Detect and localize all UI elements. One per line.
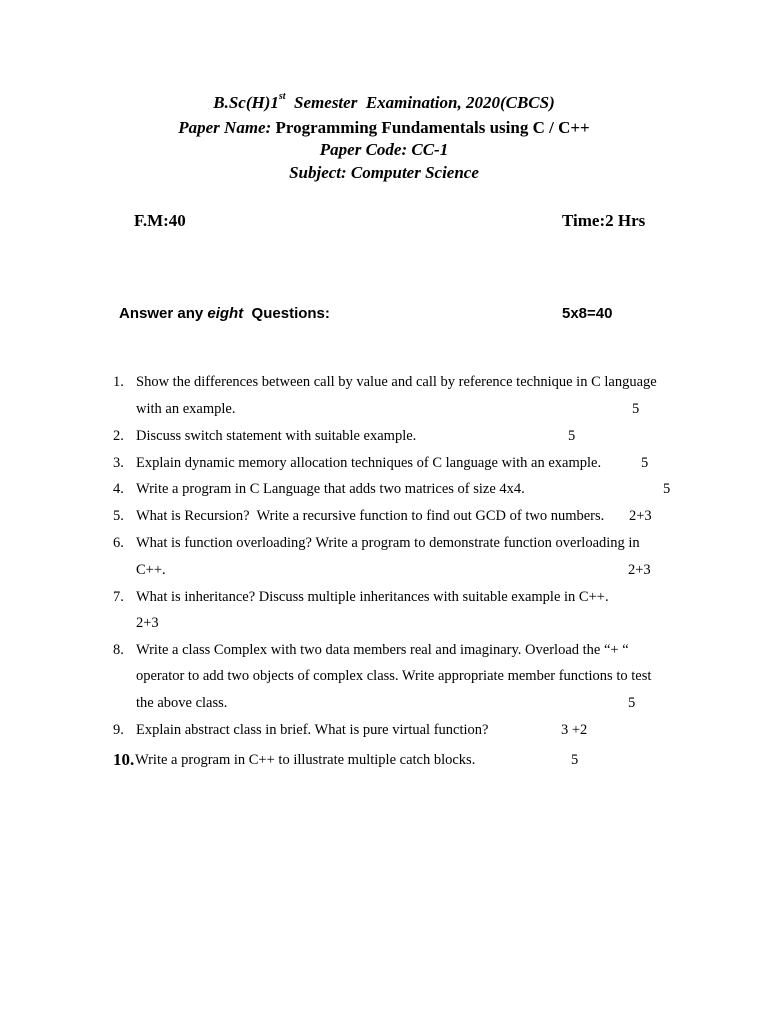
question-marks: 5 [632,401,640,417]
question-marks: 2+3 [136,615,159,631]
question-number: 9. [113,722,124,738]
question-marks: 5 [568,428,576,444]
question-text: Show the differences between call by value and call by reference technique in C language [136,374,657,390]
question-text: with an example. [136,401,236,417]
exam-title-superscript: st [278,91,286,103]
time-allowed: Time:2 Hrs [562,211,646,230]
subject: Subject: Computer Science [289,163,479,182]
question-number: 3. [113,455,124,471]
question-text: What is inheritance? Discuss multiple inheritances with suitable example in C++. [136,589,609,605]
question-text: Explain abstract class in brief. What is pure virtual function? [136,722,489,738]
question-text: C++. [136,562,166,578]
question-number: 7. [113,589,124,605]
question-text: Write a class Complex with two data members real and imaginary. Overload the “+ “ [136,642,629,658]
question-marks: 5 [628,695,636,711]
exam-title-prefix: B.Sc(H)1 [213,93,279,112]
question-number: 6. [113,535,124,551]
exam-title [0,93,768,113]
full-marks: F.M:40 [134,211,186,230]
instruction-pre: Answer any [119,305,208,322]
question-marks: 2+3 [629,508,652,524]
question-marks: 5 [641,455,649,471]
question-marks: 2+3 [628,562,651,578]
paper-code: Paper Code: CC-1 [319,140,449,159]
question-number: 4. [113,481,124,497]
paper-name-value: Programming Fundamentals using C / C++ [275,118,590,137]
question-marks: 3 +2 [561,722,588,738]
instruction-post: Questions: [243,305,330,322]
question-marks: 5 [663,481,671,497]
question-number: 5. [113,508,124,524]
question-text: What is function overloading? Write a program to demonstrate function overloading in [136,535,640,551]
paper-name-label: Paper Name: [178,118,272,137]
question-text: Write a program in C++ to illustrate multiple catch blocks. [135,752,476,768]
question-text: Explain dynamic memory allocation techniques of C language with an example. [136,455,602,471]
question-number: 1. [113,374,124,390]
paper-name [0,118,768,138]
exam-title-suffix: Semester Examination, 2020(CBCS) [285,93,555,112]
question-number: 8. [113,642,124,658]
question-text: What is Recursion? Write a recursive function to find out GCD of two numbers. [136,508,605,524]
question-text: Write a program in C Language that adds two matrices of size 4x4. [136,481,525,497]
instruction [119,305,330,322]
question-text: the above class. [136,695,228,711]
instruction-emphasis: eight [207,305,244,322]
instruction-marks: 5x8=40 [562,305,613,322]
question-number: 2. [113,428,124,444]
question-text: Discuss switch statement with suitable example. [136,428,417,444]
question-number: 10. [113,750,135,769]
question-marks: 5 [571,752,579,768]
question-text: operator to add two objects of complex class. Write appropriate member functions to test [136,668,652,684]
